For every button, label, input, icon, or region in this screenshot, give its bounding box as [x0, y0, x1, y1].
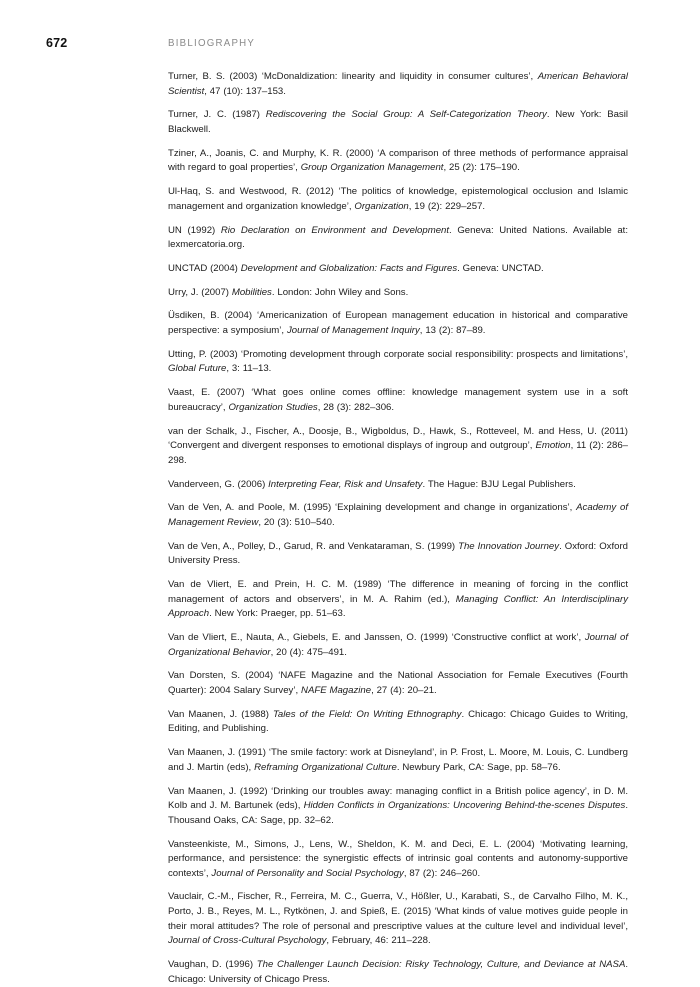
bibliography-entry [168, 578, 628, 622]
entry-text: Turner, J. C. (1987) [168, 109, 266, 121]
entry-title-italic: Academy of Management Review [168, 502, 628, 528]
entry-title-italic: Managing Conflict: An Interdisciplinary Approach [168, 593, 628, 620]
entry-title-italic: Rediscovering the Social Group: A Self-Categorization Theory [265, 109, 547, 121]
entry-text: . Geneva: UNCTAD. [457, 262, 544, 274]
entry-title-italic: The Challenger Launch Decision: Risky Technology, Culture, and Deviance at NASA [256, 959, 626, 971]
entry-text: Vauclair, C.-M., Fischer, R., Ferreira, M. C., Guerra, V., Hößler, U., Karabati, S., de Carvalho Filho, M. K., Porto, J. B., Reyes, M. L., Rytkönen, J. and Spieß, E. (2015) ‘What kinds of value motives guide people in their moral attitudes? The role of personal and prescriptive values at the culture level and individual level’, [168, 891, 628, 932]
entry-text: Vaughan, D. (1996) [168, 959, 257, 971]
entry-text: , 19 (2): 229–257. [408, 200, 486, 212]
entry-title-italic: Mobilities [231, 286, 272, 298]
bibliography-entry-list [168, 70, 628, 987]
entry-text: UN (1992) [168, 224, 221, 236]
bibliography-entry [168, 669, 628, 698]
bibliography-entry [168, 70, 628, 99]
entry-text: Vaast, E. (2007) ‘What goes online comes offline: knowledge management system use in a soft bureaucracy’, [168, 387, 628, 413]
bibliography-entry [168, 478, 628, 493]
entry-title-italic: Journal of Cross-Cultural Psychology [168, 935, 327, 947]
bibliography-entry [168, 185, 628, 214]
bibliography-entry [168, 425, 628, 469]
entry-title-italic: Journal of Management Inquiry [286, 325, 420, 337]
bibliography-entry [168, 890, 628, 948]
entry-text: . Newbury Park, CA: Sage, pp. 58–76. [396, 761, 561, 773]
bibliography-entry [168, 108, 628, 137]
entry-text: Van de Vliert, E., Nauta, A., Giebels, E. and Janssen, O. (1999) ‘Constructive conflict at work’, [168, 632, 585, 644]
entry-text: . Oxford: Oxford University Press. [168, 540, 628, 567]
entry-text: , 27 (4): 20–21. [371, 685, 437, 696]
bibliography-entry [168, 286, 628, 301]
entry-title-italic: NAFE Magazine [301, 685, 372, 696]
entry-text: van der Schalk, J., Fischer, A., Doosje, B., Wigboldus, D., Hawk, S., Rotteveel, M. and Hess, U. (2011) ‘Convergent and divergent responses to emotional displays of ingroup and outgroup’, [168, 425, 628, 452]
entry-text: Van Maanen, J. (1992) ‘Drinking our troubles away: managing conflict in a British police agency’, in D. M. Kolb and J. M. Bartunek (eds), [168, 785, 628, 812]
entry-text: . The Hague: BJU Legal Publishers. [422, 478, 576, 490]
entry-text: Üsdiken, B. (2004) ‘Americanization of European management education in historical and comparative perspective: a symposium’, [168, 310, 628, 337]
entry-title-italic: Interpreting Fear, Risk and Unsafety [268, 478, 423, 490]
bibliography-entry [168, 785, 628, 829]
entry-title-italic: Development and Globalization: Facts and Figures [240, 262, 458, 274]
entry-title-italic: Rio Declaration on Environment and Development [220, 224, 450, 236]
entry-title-italic: Global Future [168, 363, 227, 375]
entry-text: , 13 (2): 87–89. [419, 325, 486, 337]
bibliography-entry [168, 309, 628, 338]
entry-text: . New York: Praeger, pp. 51–63. [209, 608, 346, 620]
entry-text: , 25 (2): 175–190. [443, 162, 520, 174]
entry-text: Van de Ven, A., Polley, D., Garud, R. and Venkataraman, S. (1999) [168, 540, 459, 552]
entry-text: , 47 (10): 137–153. [204, 85, 286, 97]
entry-text: Van Maanen, J. (1991) ‘The smile factory: work at Disneyland’, in P. Frost, L. Moore, M. Louis, C. Lundberg and J. Martin (eds), [168, 747, 628, 773]
entry-title-italic: Organization [354, 200, 409, 212]
bibliography-entry [168, 631, 628, 660]
entry-text: UNCTAD (2004) [168, 262, 241, 274]
entry-text: , 20 (3): 510–540. [258, 516, 335, 528]
entry-text: , February, 46: 211–228. [326, 935, 431, 947]
entry-title-italic: American Behavioral Scientist [168, 71, 628, 97]
entry-title-italic: Journal of Personality and Social Psychology [211, 867, 404, 879]
bibliography-entry [168, 386, 628, 415]
entry-text: , 28 (3): 282–306. [317, 401, 395, 413]
entry-text: Van Maanen, J. (1988) [168, 708, 273, 720]
entry-text: Utting, P. (2003) ‘Promoting development through corporate social responsibility: prospects and limitations’, [168, 348, 628, 360]
bibliography-entry [168, 501, 628, 530]
entry-text: , 20 (4): 475–491. [270, 646, 347, 658]
entry-text: Turner, B. S. (2003) ‘McDonaldization: linearity and liquidity in consumer cultures’, [168, 71, 538, 82]
bibliography-entry [168, 262, 628, 277]
entry-text: . Geneva: United Nations. Available at: lexmercatoria.org. [168, 224, 628, 251]
entry-text: Van Dorsten, S. (2004) ‘NAFE Magazine and the National Association for Female Executives (Fourth Quarter): 2004 Salary Survey’, [168, 670, 628, 696]
running-head [46, 34, 654, 54]
entry-text: , 3: 11–13. [226, 363, 272, 375]
running-head-title: BIBLIOGRAPHY [168, 38, 256, 49]
entry-text: . London: John Wiley and Sons. [271, 286, 409, 298]
entry-text: . Chicago: Chicago Guides to Writing, Editing, and Publishing. [168, 708, 628, 735]
entry-text: Urry, J. (2007) [168, 286, 232, 298]
entry-text: Van de Vliert, E. and Prein, H. C. M. (1989) ‘The difference in meaning of forcing in the conflict management of actors and observers’, in M. A. Rahim (ed.), [168, 579, 628, 605]
bibliography-entry [168, 540, 628, 569]
entry-text: . Chicago: University of Chicago Press. [168, 959, 629, 985]
bibliography-entry [168, 838, 628, 882]
bibliography-entry [168, 708, 628, 737]
entry-title-italic: Journal of Organizational Behavior [168, 632, 628, 658]
entry-text: Vansteenkiste, M., Simons, J., Lens, W., Sheldon, K. M. and Deci, E. L. (2004) ‘Motivating learning, performance, and persistence: the synergistic effects of intrinsic goal contents and autonomy-supportive contexts’, [168, 838, 628, 879]
entry-title-italic: Organization Studies [228, 401, 318, 413]
bibliography-entry [168, 958, 628, 987]
entry-title-italic: Reframing Organizational Culture [254, 761, 397, 773]
page-number: 672 [46, 36, 68, 50]
entry-text: , 87 (2): 246–260. [403, 867, 481, 879]
entry-text: . New York: Basil Blackwell. [168, 109, 628, 135]
entry-title-italic: Tales of the Field: On Writing Ethnography [272, 708, 462, 720]
bibliography-entry [168, 147, 628, 176]
entry-title-italic: The Innovation Journey [458, 540, 560, 552]
bibliography-entry [168, 224, 628, 253]
entry-text: Van de Ven, A. and Poole, M. (1995) ‘Explaining development and change in organizations’, [168, 502, 577, 514]
entry-text: . Thousand Oaks, CA: Sage, pp. 32–62. [168, 800, 628, 826]
entry-title-italic: Hidden Conflicts in Organizations: Uncovering Behind-the-scenes Disputes [303, 800, 626, 812]
bibliography-entry [168, 348, 628, 377]
entry-title-italic: Emotion [535, 440, 571, 452]
entry-text: Ul-Haq, S. and Westwood, R. (2012) ‘The politics of knowledge, epistemological occlusion and Islamic management and organization knowledge’, [168, 186, 628, 212]
entry-text: Tziner, A., Joanis, C. and Murphy, K. R. (2000) ‘A comparison of three methods of performance appraisal with regard to goal properties’, [168, 147, 628, 174]
entry-text: Vanderveen, G. (2006) [168, 478, 269, 490]
entry-text: , 11 (2): 286–298. [168, 440, 629, 466]
entry-title-italic: Group Organization Management [300, 162, 444, 174]
bibliography-entry [168, 746, 628, 775]
